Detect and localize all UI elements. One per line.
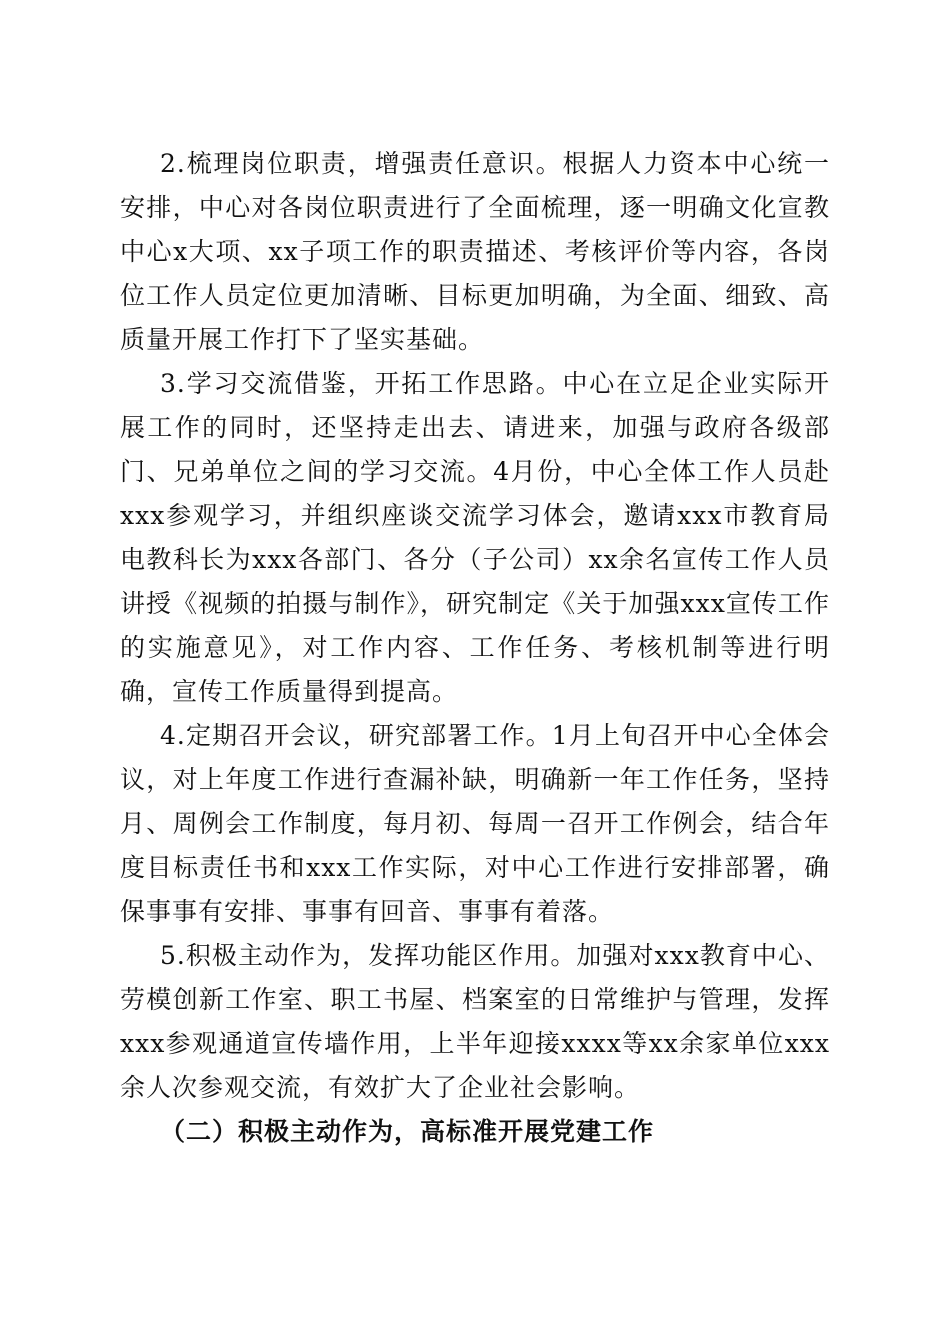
- section-heading: （二）积极主动作为，高标准开展党建工作: [160, 1117, 655, 1146]
- paragraph-4-regular-meetings: 4.定期召开会议，研究部署工作。1月上旬召开中心全体会议，对上年度工作进行查漏补缺，明确新一年工作任务，坚持月、周例会工作制度，每月初、每周一召开工作例会，结合年度目标责任书和xxx工作实际，对中心工作进行安排部署，确保事事有安排、事事有回音、事事有着落。: [120, 721, 830, 926]
- paragraph-2-responsibilities: 2.梳理岗位职责，增强责任意识。根据人力资本中心统一安排，中心对各岗位职责进行了全面梳理，逐一明确文化宣教中心x大项、xx子项工作的职责描述、考核评价等内容，各岗位工作人员定位更加清晰、目标更加明确，为全面、细致、高质量开展工作打下了坚实基础。: [120, 149, 830, 354]
- document-body: [120, 142, 830, 1154]
- paragraph-3-learning-exchange: 3.学习交流借鉴，开拓工作思路。中心在立足企业实际开展工作的同时，还坚持走出去、请进来，加强与政府各级部门、兄弟单位之间的学习交流。4月份，中心全体工作人员赴xxx参观学习，并组织座谈交流学习体会，邀请xxx市教育局电教科长为xxx各部门、各分（子公司）xx余名宣传工作人员讲授《视频的拍摄与制作》，研究制定《关于加强xxx宣传工作的实施意见》，对工作内容、工作任务、考核机制等进行明确，宣传工作质量得到提高。: [120, 369, 830, 706]
- paragraph-5-functional-areas: 5.积极主动作为，发挥功能区作用。加强对xxx教育中心、劳模创新工作室、职工书屋、档案室的日常维护与管理，发挥xxx参观通道宣传墙作用，上半年迎接xxxx等xx余家单位xxx余人次参观交流，有效扩大了企业社会影响。: [120, 941, 830, 1102]
